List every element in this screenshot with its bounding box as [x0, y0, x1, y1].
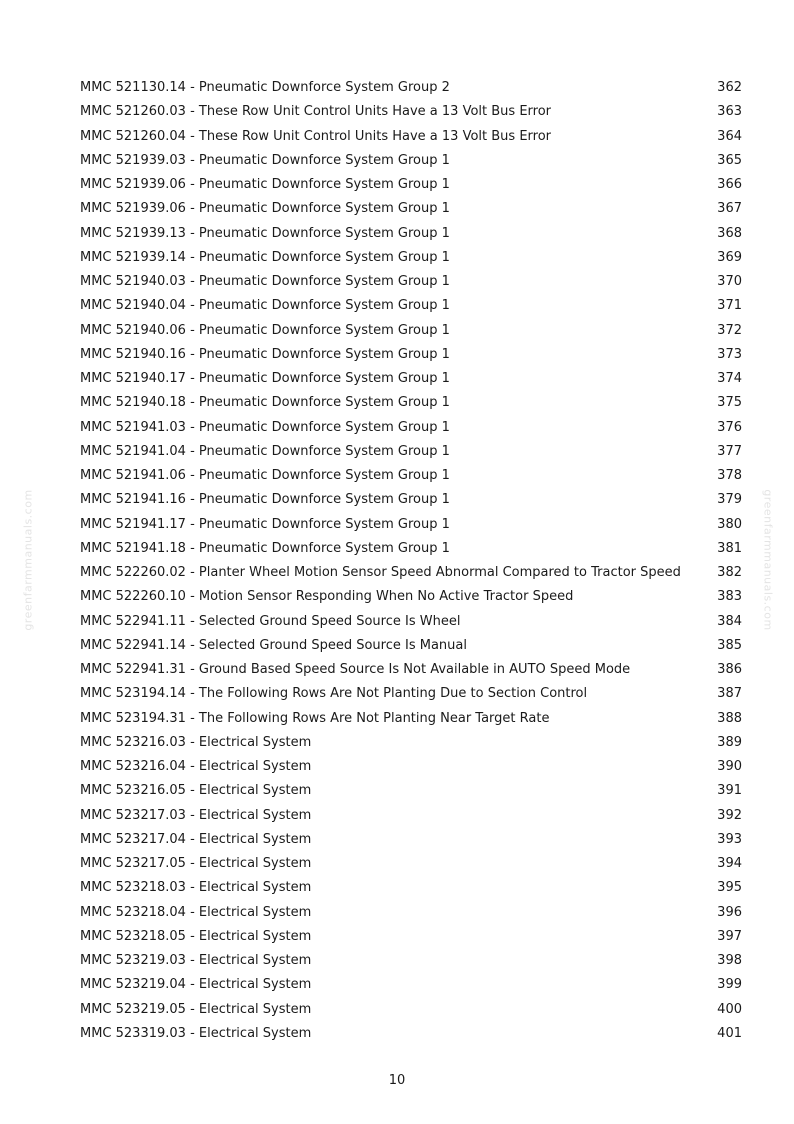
toc-entry[interactable] — [80, 682, 742, 706]
toc-entry-page: 394 — [717, 856, 742, 872]
toc-entry-page: 366 — [717, 177, 742, 193]
toc-entry[interactable] — [80, 100, 742, 124]
toc-entry[interactable] — [80, 149, 742, 173]
toc-entry[interactable] — [80, 319, 742, 343]
toc-entry-page: 400 — [717, 1001, 742, 1017]
toc-entry-title: MMC 523218.03 - Electrical System — [80, 880, 312, 896]
toc-entry-page: 370 — [717, 274, 742, 290]
toc-entry[interactable] — [80, 973, 742, 997]
toc-entry-title: MMC 521939.03 - Pneumatic Downforce System Group 1 — [80, 152, 450, 168]
watermark-left: greenfarmmanuals.com — [21, 489, 35, 631]
toc-entry[interactable] — [80, 513, 742, 537]
toc-entry-title: MMC 521939.06 - Pneumatic Downforce System Group 1 — [80, 177, 450, 193]
toc-entry[interactable] — [80, 610, 742, 634]
toc-entry-title: MMC 521941.06 - Pneumatic Downforce System Group 1 — [80, 468, 450, 484]
toc-entry-page: 369 — [717, 249, 742, 265]
toc-entry[interactable] — [80, 270, 742, 294]
toc-entry-title: MMC 521939.13 - Pneumatic Downforce System Group 1 — [80, 225, 450, 241]
toc-entry[interactable] — [80, 343, 742, 367]
toc-entry-title: MMC 521941.04 - Pneumatic Downforce System Group 1 — [80, 443, 450, 459]
toc-entry[interactable] — [80, 197, 742, 221]
toc-entry-page: 397 — [717, 928, 742, 944]
toc-entry[interactable] — [80, 561, 742, 585]
toc-entry-page: 380 — [717, 516, 742, 532]
toc-entry-page: 390 — [717, 759, 742, 775]
watermark-right: greenfarmmanuals.com — [761, 489, 775, 631]
toc-entry[interactable] — [80, 440, 742, 464]
toc-entry-title: MMC 522941.11 - Selected Ground Speed Source Is Wheel — [80, 613, 461, 629]
toc-entry[interactable] — [80, 222, 742, 246]
toc-entry-page: 379 — [717, 492, 742, 508]
toc-entry-page: 364 — [717, 128, 742, 144]
toc-entry-title: MMC 521941.03 - Pneumatic Downforce System Group 1 — [80, 419, 450, 435]
toc-entry-page: 372 — [717, 322, 742, 338]
toc-entry[interactable] — [80, 876, 742, 900]
toc-entry-title: MMC 523217.04 - Electrical System — [80, 831, 312, 847]
toc-entry-title: MMC 522260.02 - Planter Wheel Motion Sensor Speed Abnormal Compared to Tractor Speed — [80, 565, 681, 581]
toc-entry-page: 383 — [717, 589, 742, 605]
toc-entry[interactable] — [80, 755, 742, 779]
toc-entry[interactable] — [80, 731, 742, 755]
toc-entry-title: MMC 523194.31 - The Following Rows Are Not Planting Near Target Rate — [80, 710, 550, 726]
toc-entry[interactable] — [80, 294, 742, 318]
toc-entry[interactable] — [80, 416, 742, 440]
toc-entry[interactable] — [80, 246, 742, 270]
toc-entry[interactable] — [80, 367, 742, 391]
toc-entry-title: MMC 522260.10 - Motion Sensor Responding When No Active Tractor Speed — [80, 589, 574, 605]
toc-entry[interactable] — [80, 173, 742, 197]
toc-entry[interactable] — [80, 925, 742, 949]
toc-entry-title: MMC 522941.14 - Selected Ground Speed Source Is Manual — [80, 637, 467, 653]
toc-entry[interactable] — [80, 901, 742, 925]
toc-entry-page: 395 — [717, 880, 742, 896]
toc-entry-page: 371 — [717, 298, 742, 314]
toc-entry[interactable] — [80, 1022, 742, 1046]
toc-entry-page: 375 — [717, 395, 742, 411]
toc-entry-page: 389 — [717, 734, 742, 750]
toc-entry-title: MMC 523216.05 - Electrical System — [80, 783, 312, 799]
toc-entry-title: MMC 523219.03 - Electrical System — [80, 953, 312, 969]
toc-entry-page: 392 — [717, 807, 742, 823]
toc-entry-title: MMC 522941.31 - Ground Based Speed Source Is Not Available in AUTO Speed Mode — [80, 662, 631, 678]
toc-entry[interactable] — [80, 125, 742, 149]
toc-entry[interactable] — [80, 585, 742, 609]
toc-entry-title: MMC 523218.04 - Electrical System — [80, 904, 312, 920]
toc-entry-page: 391 — [717, 783, 742, 799]
toc-entry-page: 377 — [717, 443, 742, 459]
toc-entry-title: MMC 521940.18 - Pneumatic Downforce System Group 1 — [80, 395, 450, 411]
toc-entry-title: MMC 521939.06 - Pneumatic Downforce System Group 1 — [80, 201, 450, 217]
toc-entry-page: 373 — [717, 346, 742, 362]
toc-entry-title: MMC 523194.14 - The Following Rows Are Not Planting Due to Section Control — [80, 686, 588, 702]
toc-entry-title: MMC 523217.05 - Electrical System — [80, 856, 312, 872]
toc-entry-page: 363 — [717, 104, 742, 120]
toc-entry[interactable] — [80, 804, 742, 828]
toc-entry[interactable] — [80, 464, 742, 488]
toc-entry[interactable] — [80, 76, 742, 100]
toc-entry-title: MMC 521940.06 - Pneumatic Downforce System Group 1 — [80, 322, 450, 338]
toc-entry[interactable] — [80, 391, 742, 415]
toc-entry-title: MMC 523219.05 - Electrical System — [80, 1001, 312, 1017]
toc-entry-page: 388 — [717, 710, 742, 726]
toc-entry-page: 393 — [717, 831, 742, 847]
toc-entry-title: MMC 523218.05 - Electrical System — [80, 928, 312, 944]
toc-entry-page: 374 — [717, 371, 742, 387]
toc-entry[interactable] — [80, 949, 742, 973]
toc-entry-title: MMC 521260.03 - These Row Unit Control Units Have a 13 Volt Bus Error — [80, 104, 552, 120]
toc-entry[interactable] — [80, 658, 742, 682]
toc-entry-page: 368 — [717, 225, 742, 241]
toc-entry[interactable] — [80, 707, 742, 731]
toc-entry-page: 385 — [717, 637, 742, 653]
toc-entry-page: 387 — [717, 686, 742, 702]
toc-entry-title: MMC 521939.14 - Pneumatic Downforce System Group 1 — [80, 249, 450, 265]
toc-entry-title: MMC 523219.04 - Electrical System — [80, 977, 312, 993]
toc-entry-page: 378 — [717, 468, 742, 484]
toc-entry[interactable] — [80, 488, 742, 512]
toc-entry-title: MMC 521941.18 - Pneumatic Downforce System Group 1 — [80, 540, 450, 556]
toc-entry-page: 362 — [717, 80, 742, 96]
toc-entry-page: 386 — [717, 662, 742, 678]
toc-entry-page: 381 — [717, 540, 742, 556]
toc-entry-title: MMC 521941.16 - Pneumatic Downforce System Group 1 — [80, 492, 450, 508]
toc-entry-page: 376 — [717, 419, 742, 435]
toc-entry[interactable] — [80, 634, 742, 658]
toc-entry-title: MMC 521940.04 - Pneumatic Downforce System Group 1 — [80, 298, 450, 314]
toc-entry-page: 396 — [717, 904, 742, 920]
toc-entry[interactable] — [80, 537, 742, 561]
toc-entry-title: MMC 521130.14 - Pneumatic Downforce System Group 2 — [80, 80, 450, 96]
toc-entry-title: MMC 521940.17 - Pneumatic Downforce System Group 1 — [80, 371, 450, 387]
toc-entry[interactable] — [80, 852, 742, 876]
toc-entry-title: MMC 523217.03 - Electrical System — [80, 807, 312, 823]
toc-entry-page: 382 — [717, 565, 742, 581]
toc-entry-title: MMC 521940.03 - Pneumatic Downforce System Group 1 — [80, 274, 450, 290]
toc-entry-page: 399 — [717, 977, 742, 993]
toc-entry-title: MMC 521260.04 - These Row Unit Control Units Have a 13 Volt Bus Error — [80, 128, 552, 144]
toc-entry-title: MMC 523216.03 - Electrical System — [80, 734, 312, 750]
toc-entry-page: 401 — [717, 1025, 742, 1041]
table-of-contents — [80, 76, 742, 1046]
toc-entry-page: 367 — [717, 201, 742, 217]
toc-entry-title: MMC 523216.04 - Electrical System — [80, 759, 312, 775]
toc-entry-title: MMC 521940.16 - Pneumatic Downforce System Group 1 — [80, 346, 450, 362]
toc-entry[interactable] — [80, 779, 742, 803]
toc-entry-page: 384 — [717, 613, 742, 629]
toc-entry-title: MMC 523319.03 - Electrical System — [80, 1025, 312, 1041]
toc-entry-title: MMC 521941.17 - Pneumatic Downforce System Group 1 — [80, 516, 450, 532]
toc-entry[interactable] — [80, 998, 742, 1022]
page-number: 10 — [388, 1073, 406, 1088]
toc-entry-page: 398 — [717, 953, 742, 969]
toc-entry[interactable] — [80, 828, 742, 852]
toc-entry-page: 365 — [717, 152, 742, 168]
